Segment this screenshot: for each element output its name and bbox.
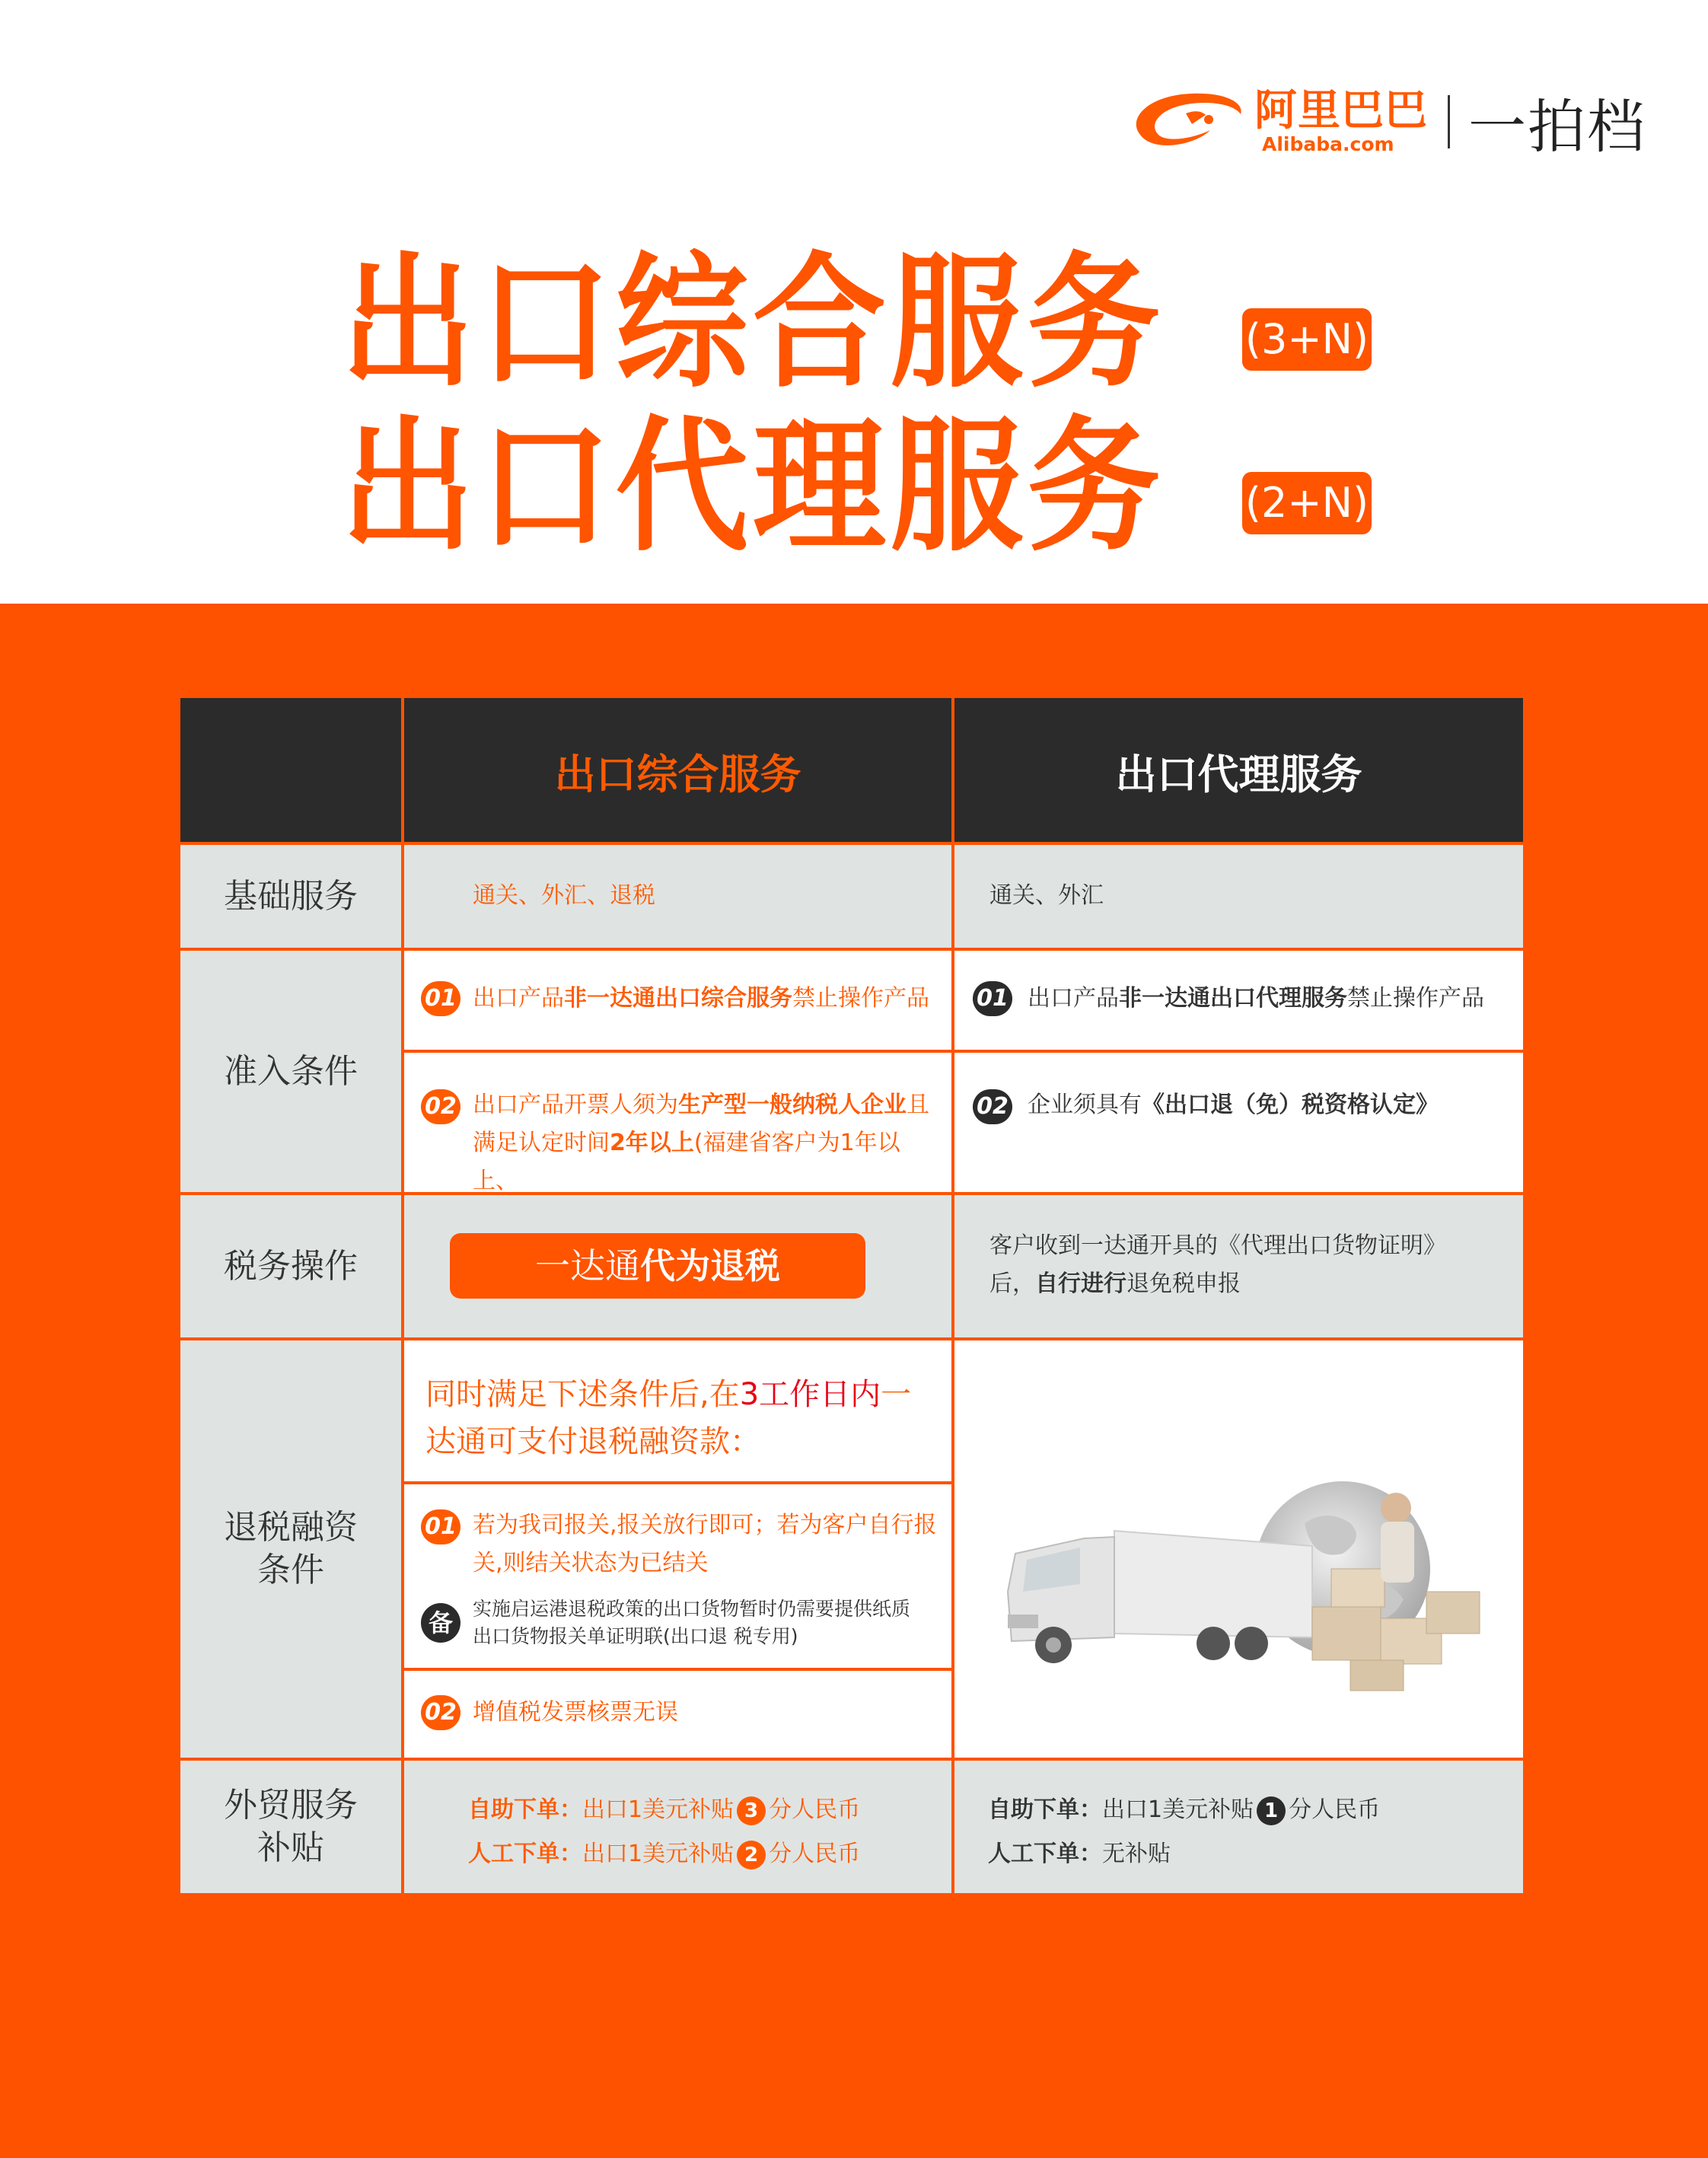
row-label-basic: 基础服务 <box>224 876 358 916</box>
row-label-entry: 准入条件 <box>180 951 401 1192</box>
number-badge-01: 01 <box>973 981 1012 1016</box>
header-label-agency: 出口代理服务 <box>1115 751 1362 798</box>
cell-finance-comprehensive <box>401 1340 951 1758</box>
note-mark-icon: 备 <box>421 1603 460 1643</box>
finance-item2: 增值税发票核票无误 <box>473 1699 678 1726</box>
page-title-comprehensive: 出口综合服务 <box>341 239 1165 407</box>
subsidy-comprehensive-text: 自助下单：出口1美元补贴 3 分人民币 人工下单：出口1美元补贴 2 分人民币 <box>468 1788 860 1876</box>
table-row-entry-conditions <box>180 951 1523 1192</box>
header-cell-agency <box>951 698 1523 845</box>
entry-divider <box>404 1050 951 1053</box>
cell-tax-comprehensive <box>401 1195 951 1337</box>
cell-finance-agency <box>951 1340 1523 1758</box>
number-badge-01: 01 <box>421 981 460 1016</box>
entry-comprehensive-item2: 出口产品开票人须为生产型一般纳税人企业且 满足认定时间2年以上(福建省客户为1年以上、 <box>473 1092 929 1194</box>
finance-note: 实施启运港退税政策的出口货物暂时仍需要提供纸质 出口货物报关单证明联(出口退 税专用) <box>473 1598 911 1647</box>
basic-comprehensive-text: 通关、外汇、退税 <box>473 882 655 909</box>
logo-english-text: Alibaba.com <box>1262 133 1394 155</box>
number-badge-02: 02 <box>973 1089 1012 1124</box>
finance-divider <box>404 1481 951 1484</box>
basic-agency-text: 通关、外汇 <box>989 882 1104 909</box>
finance-heading: 同时满足下述条件后,在3工作日内一 达通可支付退税融资款： <box>425 1377 912 1459</box>
cell-tax-agency <box>951 1195 1523 1337</box>
finance-divider <box>404 1668 951 1671</box>
finance-item1: 若为我司报关,报关放行即可；若为客户自行报 关,则结关状态为已结关 <box>473 1512 937 1576</box>
row-label-subsidy: 外贸服务 补贴 <box>224 1786 358 1867</box>
entry-divider <box>954 1050 1523 1053</box>
header-label-comprehensive: 出口综合服务 <box>554 751 801 798</box>
title-badge-comprehensive: (3+N) <box>1242 308 1372 371</box>
number-badge-01: 01 <box>421 1509 460 1544</box>
table-row-tax-operation <box>180 1195 1523 1337</box>
cell-basic-agency <box>951 845 1523 948</box>
tax-agency-text: 客户收到一达通开具的《代理出口货物证明》 后，自行进行退免税申报 <box>989 1232 1446 1297</box>
cell-subsidy-comprehensive <box>401 1761 951 1893</box>
title-badge-agency: (2+N) <box>1242 472 1372 534</box>
tax-refund-pill: 一达通代为退税 <box>450 1233 865 1299</box>
alibaba-logo <box>1119 80 1646 164</box>
truck-globe-boxes-illustration-icon <box>985 1477 1502 1691</box>
cell-basic-comprehensive <box>401 845 951 948</box>
table-row-basic-services <box>180 845 1523 948</box>
alibaba-smile-logo-icon <box>1119 80 1248 164</box>
cell-entry-comprehensive <box>401 951 951 1192</box>
table-row-refund-financing <box>180 1340 1523 1758</box>
cell-subsidy-agency <box>951 1761 1523 1893</box>
header-cell-comprehensive <box>401 698 951 845</box>
number-badge-02: 02 <box>421 1695 460 1730</box>
page-title-agency: 出口代理服务 <box>341 403 1165 571</box>
cell-entry-agency <box>951 951 1523 1192</box>
entry-agency-item1: 出口产品非一达通出口代理服务禁止操作产品 <box>1028 985 1484 1012</box>
table-header-row <box>180 698 1523 845</box>
row-label-finance: 退税融资 条件 <box>180 1340 401 1758</box>
table-row-subsidy <box>180 1761 1523 1893</box>
logo-divider <box>1448 95 1450 148</box>
header-empty-cell <box>180 698 401 845</box>
logo-chinese-text: 阿里巴巴 <box>1254 86 1428 135</box>
entry-agency-item2: 企业须具有《出口退（免）税资格认定》 <box>1028 1092 1439 1118</box>
number-badge-02: 02 <box>421 1089 460 1124</box>
row-label-tax: 税务操作 <box>224 1246 358 1286</box>
brand-name: 一拍档 <box>1468 92 1646 161</box>
subsidy-agency-text: 自助下单：出口1美元补贴 1 分人民币 人工下单：无补贴 <box>988 1796 1381 1867</box>
entry-comprehensive-item1: 出口产品非一达通出口综合服务禁止操作产品 <box>473 985 929 1012</box>
